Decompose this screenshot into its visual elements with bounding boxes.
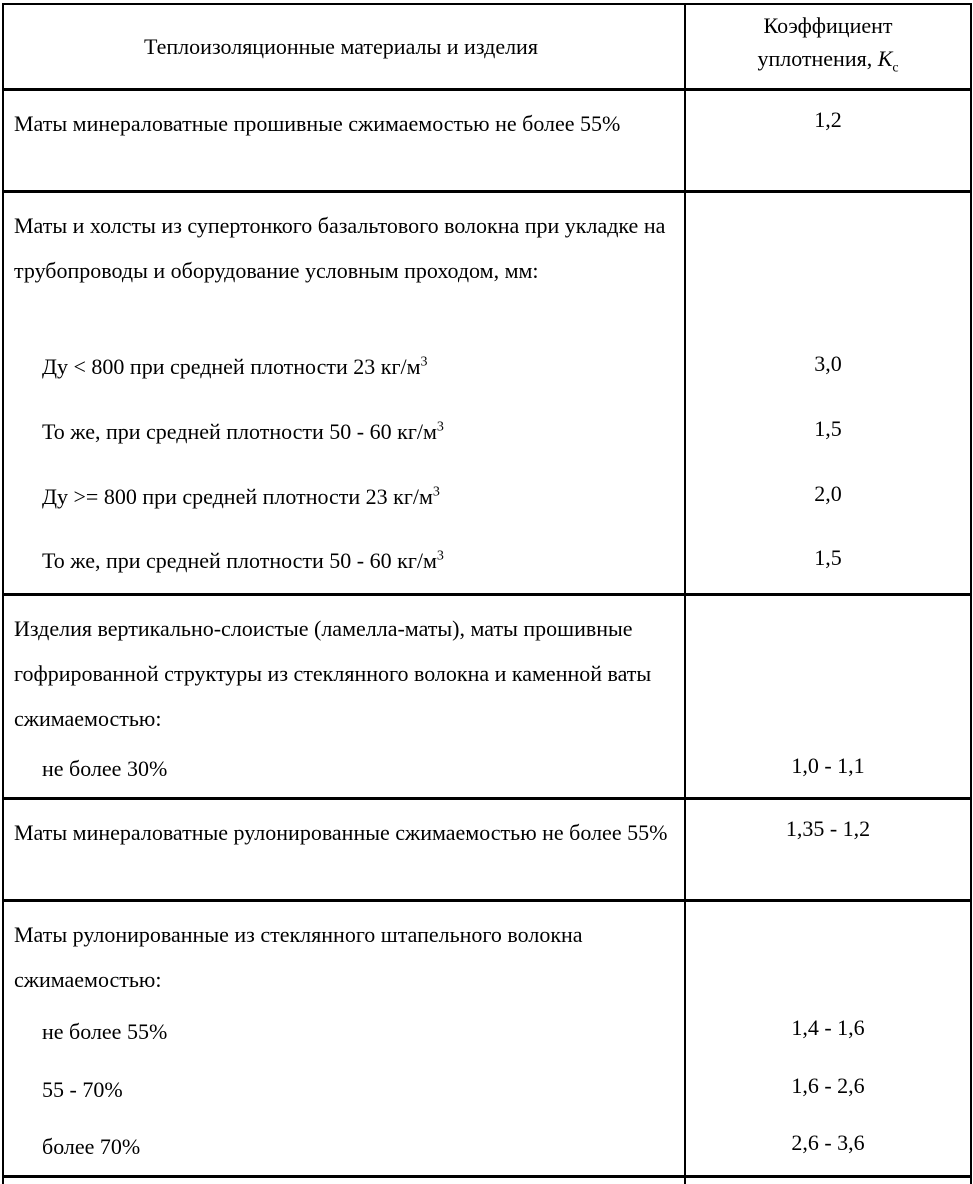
material-cell: не более 30%	[3, 741, 685, 799]
material-cell: Маты и холсты из супертонкого базальтового волокна при укладке на трубопроводы и оборудование условным проходом, мм:	[3, 191, 685, 334]
material-cell: Маты минераловатные рулонированные сжимаемостью не более 55%	[3, 799, 685, 901]
kc-symbol: $К_с$	[877, 45, 899, 75]
table-row	[3, 464, 971, 529]
material-cell: 55 - 70%	[3, 1060, 685, 1118]
coefficient-cell: 2,0	[814, 480, 842, 506]
table-row	[3, 334, 971, 399]
header-row	[3, 4, 971, 89]
coefficient-cell: 2,6 - 3,6	[791, 1130, 865, 1156]
material-cell: не более 55%	[3, 1002, 685, 1060]
coefficient-cell: 1,4 - 1,6	[791, 1015, 865, 1040]
material-cell: То же, при средней плотности 50 - 60 $кг/м^3$	[3, 399, 685, 464]
table-row	[3, 901, 971, 1003]
table-row	[3, 1002, 971, 1060]
table-row	[3, 529, 971, 594]
coefficient-cell: 1,6 - 2,6	[791, 1073, 865, 1098]
coefficient-cell	[685, 191, 971, 334]
coefficient-cell	[685, 901, 971, 1003]
coefficient-cell: 1,5	[814, 415, 842, 441]
materials-header	[3, 4, 685, 89]
superscript: 3	[436, 419, 444, 435]
coefficient-cell: 1,5	[814, 544, 842, 570]
coefficient-header-line2: уплотнения, $К_с$	[757, 45, 899, 75]
coefficient-cell: 1,2	[685, 89, 971, 191]
superscript: 3	[432, 484, 440, 500]
table-row	[3, 741, 971, 799]
coefficient-header-line1: Коэффициент	[763, 12, 893, 38]
materials-header-label: Теплоизоляционные материалы и изделия	[144, 33, 538, 59]
material-cell: Маты минераловатные прошивные сжимаемостью не более 55%	[3, 89, 685, 191]
coefficient-cell	[685, 594, 971, 741]
material-cell: Изделия вертикально-слоистые (ламелла-маты), маты прошивные гофрированной структуры из стеклянного волокна и каменной ваты сжимаемостью:	[3, 594, 685, 741]
coefficient-header	[685, 4, 971, 89]
compaction-coefficient-table	[2, 3, 972, 1184]
coefficient-cell: 3,0	[814, 350, 842, 376]
table-row	[3, 399, 971, 464]
table-row	[3, 89, 971, 191]
table-row	[3, 594, 971, 741]
material-cell: То же, при средней плотности 50 - 60 $кг/м^3$	[3, 529, 685, 594]
material-cell: Ду < 800 при средней плотности 23 $кг/м^3$	[3, 334, 685, 399]
coefficient-cell: 1,35 - 1,2	[685, 799, 971, 901]
material-cell: более 70%	[3, 1118, 685, 1176]
table-row	[3, 1118, 971, 1176]
superscript: 3	[436, 548, 444, 564]
table-row	[3, 799, 971, 901]
coefficient-cell: 1,0 - 1,1	[791, 752, 865, 778]
superscript: 3	[420, 354, 428, 370]
table-row	[3, 191, 971, 334]
table-row	[3, 1060, 971, 1118]
material-cell: Маты рулонированные из стеклянного штапельного волокна сжимаемостью:	[3, 901, 685, 1003]
material-cell: Ду >= 800 при средней плотности 23 $кг/м^3$	[3, 464, 685, 529]
